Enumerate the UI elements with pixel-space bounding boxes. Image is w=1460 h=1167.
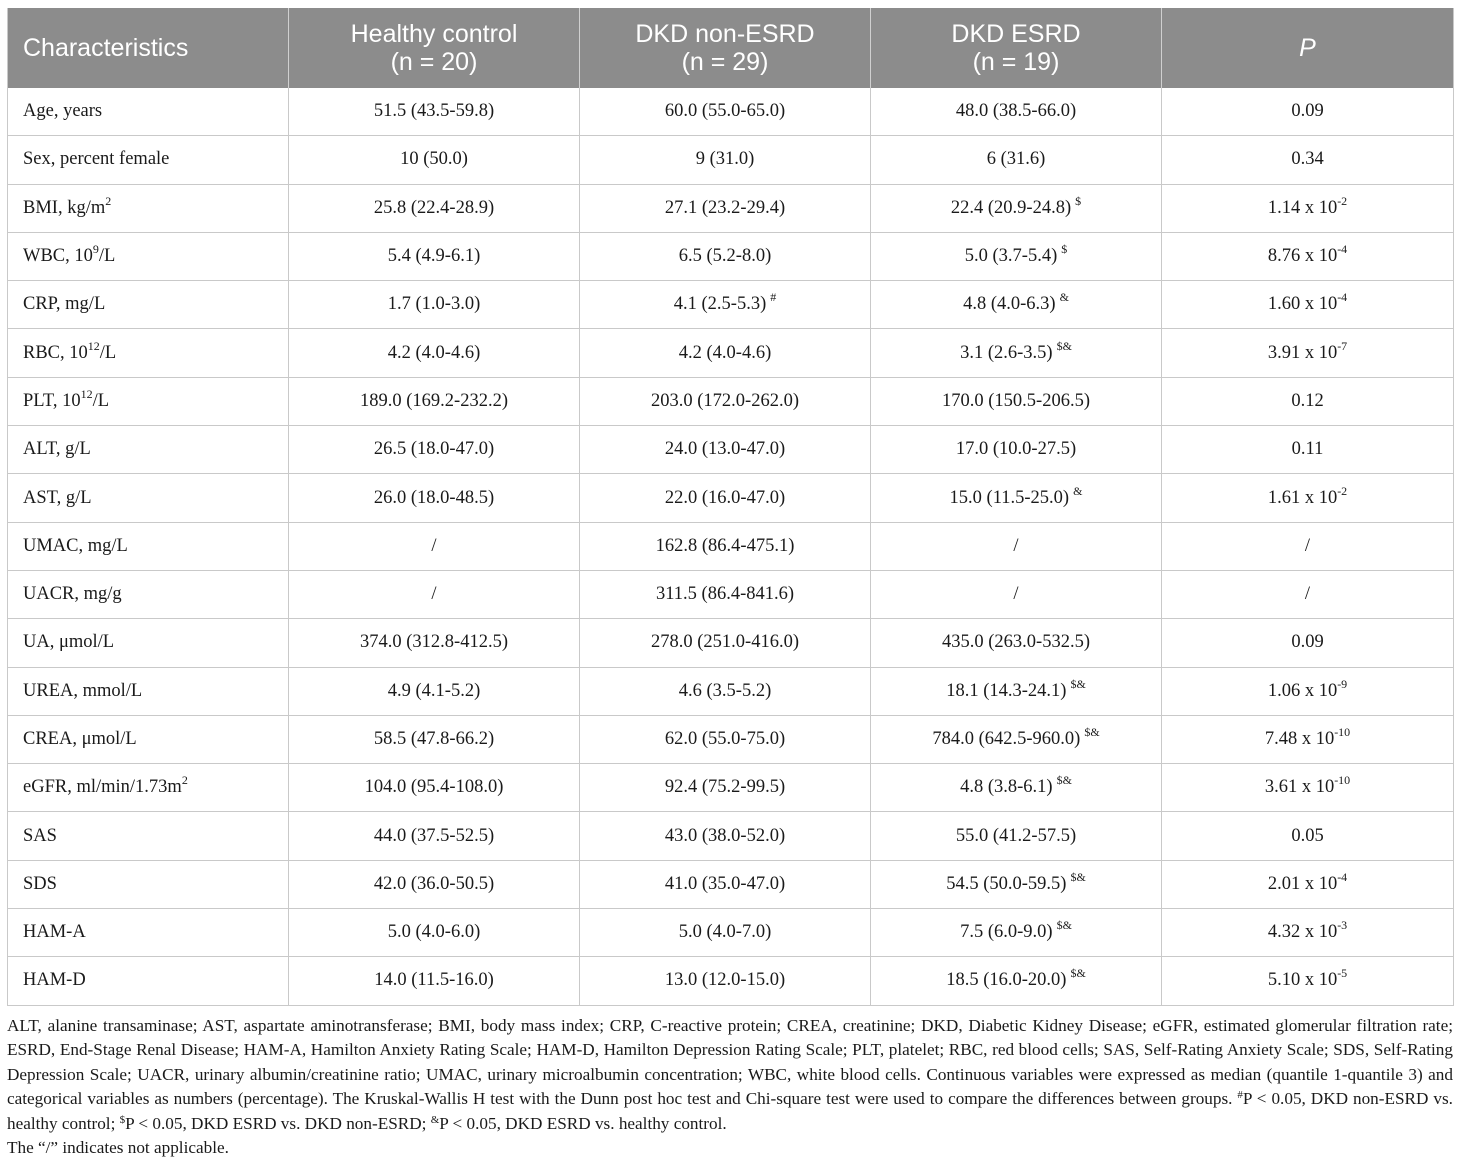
cell-dkd-non-esrd [580,619,871,667]
cell-dkd-non-esrd-value: 13.0 (12.0-15.0) [664,970,786,991]
cell-characteristic [8,474,289,522]
cell-characteristic [8,957,289,1005]
p-value-exponent: -4 [1337,869,1348,884]
characteristic-label: SDS [23,873,57,894]
cell-healthy-control [289,522,580,570]
cell-dkd-non-esrd-value: 24.0 (13.0-47.0) [664,439,786,460]
table-container [7,8,1453,1006]
cell-p-value [1162,377,1454,425]
cell-characteristic [8,764,289,812]
characteristic-label: CREA, μmol/L [23,729,137,749]
cell-dkd-esrd [871,232,1162,280]
cell-dkd-non-esrd [580,329,871,377]
cell-healthy-control [289,281,580,329]
p-value: 1.14 x 10 [1267,197,1338,218]
cell-dkd-esrd-value: 3.1 (2.6-3.5) [960,342,1053,363]
cell-healthy-control [289,474,580,522]
characteristic-label: PLT, 10 [23,390,81,411]
cell-p-value [1162,522,1454,570]
characteristic-label: WBC, 10 [23,246,93,267]
cell-dkd-esrd-value: 5.0 (3.7-5.4) [964,246,1058,267]
p-value: / [1304,584,1311,605]
cell-p-value [1162,715,1454,763]
characteristic-label-superscript: 2 [105,193,112,208]
cell-dkd-non-esrd [580,667,871,715]
p-value: 0.09 [1291,101,1324,122]
cell-healthy-control [289,715,580,763]
cell-dkd-esrd-value: 4.8 (3.8-6.1) [960,777,1053,798]
cell-dkd-esrd [871,136,1162,184]
cell-healthy-control [289,184,580,232]
characteristic-label: ALT, g/L [23,439,91,460]
header-line-2: (n = 29) [681,48,769,76]
cell-healthy-control-value: 189.0 (169.2-232.2) [360,390,508,411]
cell-dkd-esrd [871,764,1162,812]
p-value-exponent: -10 [1334,773,1351,788]
cell-dkd-esrd [871,715,1162,763]
cell-dkd-non-esrd [580,136,871,184]
cell-dkd-non-esrd-value: 203.0 (172.0-262.0) [651,390,799,411]
cell-healthy-control [289,812,580,860]
table-footnote [7,1014,1453,1160]
cell-characteristic [8,232,289,280]
cell-dkd-non-esrd [580,860,871,908]
cell-characteristic [8,715,289,763]
significance-mark: $& [1056,338,1072,353]
cell-dkd-esrd-value: 54.5 (50.0-59.5) [946,873,1067,894]
cell-dkd-esrd-value: 55.0 (41.2-57.5) [955,825,1077,846]
header-dkd-non-esrd [580,8,871,88]
p-value: 0.11 [1291,439,1324,460]
cell-dkd-non-esrd [580,184,871,232]
characteristic-label: UREA, mmol/L [23,680,143,701]
p-value: 1.06 x 10 [1267,680,1338,701]
significance-mark: & [1059,290,1069,305]
p-value: 3.91 x 10 [1267,342,1338,363]
cell-dkd-esrd [871,474,1162,522]
cell-dkd-non-esrd-value: 6.5 (5.2-8.0) [678,246,772,267]
table-row [8,715,1454,763]
cell-dkd-non-esrd [580,522,871,570]
cell-dkd-non-esrd-value: 27.1 (23.2-29.4) [664,197,786,218]
footnote-abbreviations: ALT, alanine transaminase; AST, aspartate aminotransferase; BMI, body mass index; CRP, C-reactive protein; CREA, creatinine; DKD, Diabetic Kidney Disease; eGFR, estimated glomerular filtration rate; ESRD, End-Stage Renal Disease; HAM-A, Hamilton Anxiety Rating Scale; HAM-D, Hamilton Depression Rating Scale; PLT, platelet; RBC, red blood cells; SAS, Self-Rating Anxiety Scale; SDS, Self-Rating Depression Scale; UACR, urinary albumin/creatinine ratio; UMAC, urinary microalbumin concentration; WBC, white blood cells. Continuous variables were expressed as median (quantile 1-quantile 3) and categorical variables as numbers (percentage). The Kruskal-Wallis H test with the Dunn post hoc test and Chi-square test were used to compare the differences between groups. [7,1016,1453,1109]
cell-p-value [1162,812,1454,860]
table-row [8,88,1454,136]
p-value-exponent: -5 [1337,966,1348,981]
cell-dkd-non-esrd [580,764,871,812]
cell-p-value [1162,570,1454,618]
characteristic-label: RBC, 10 [23,342,88,363]
header-row [8,8,1454,88]
header-line-2: (n = 19) [972,48,1060,76]
cell-dkd-non-esrd [580,570,871,618]
footnote-mark-hash: # [1237,1089,1243,1102]
cell-dkd-non-esrd-value: 60.0 (55.0-65.0) [664,101,786,122]
p-value-exponent: -3 [1337,918,1348,933]
cell-dkd-non-esrd-value: 311.5 (86.4-841.6) [655,584,795,605]
cell-healthy-control-value: 1.7 (1.0-3.0) [387,294,481,315]
cell-dkd-esrd-value: 18.5 (16.0-20.0) [946,970,1067,991]
p-value: 4.32 x 10 [1267,922,1338,943]
cell-healthy-control [289,329,580,377]
cell-p-value [1162,957,1454,1005]
cell-healthy-control-value: 14.0 (11.5-16.0) [374,970,494,991]
cell-characteristic [8,860,289,908]
characteristic-label: Sex, percent female [23,149,170,170]
header-line-1: DKD ESRD [951,20,1081,48]
footnote-main [7,1014,1453,1136]
p-value-exponent: -4 [1337,242,1348,257]
cell-healthy-control-value: 58.5 (47.8-66.2) [373,729,495,749]
characteristic-label: SAS [23,825,57,846]
cell-characteristic [8,377,289,425]
cell-p-value [1162,232,1454,280]
p-value: 8.76 x 10 [1267,246,1338,267]
significance-mark: # [770,290,777,305]
cell-healthy-control-value: 5.0 (4.0-6.0) [387,922,481,943]
p-value: 2.01 x 10 [1267,873,1338,894]
characteristics-table [7,8,1454,1006]
cell-dkd-non-esrd [580,957,871,1005]
cell-healthy-control-value: / [431,535,437,556]
cell-dkd-esrd-value: 4.8 (4.0-6.3) [963,294,1056,315]
table-row [8,860,1454,908]
significance-mark: & [1073,483,1083,498]
cell-characteristic [8,812,289,860]
p-value: 0.05 [1291,825,1324,846]
cell-dkd-esrd-value: 22.4 (20.9-24.8) [950,197,1072,218]
cell-characteristic [8,136,289,184]
cell-p-value [1162,474,1454,522]
cell-p-value [1162,136,1454,184]
p-value-exponent: -2 [1337,483,1348,498]
cell-dkd-esrd [871,570,1162,618]
table-row [8,909,1454,957]
cell-p-value [1162,764,1454,812]
table-row [8,184,1454,232]
footnote-na: The “/” indicates not applicable. [7,1138,229,1158]
p-value: 1.61 x 10 [1267,487,1338,508]
cell-dkd-non-esrd [580,426,871,474]
cell-healthy-control [289,909,580,957]
table-row [8,764,1454,812]
significance-mark: $& [1056,918,1072,933]
cell-characteristic [8,522,289,570]
cell-dkd-non-esrd-value: 9 (31.0) [695,149,755,170]
cell-dkd-esrd-value: 18.1 (14.3-24.1) [946,680,1067,701]
cell-dkd-non-esrd [580,281,871,329]
cell-p-value [1162,909,1454,957]
cell-healthy-control [289,764,580,812]
cell-dkd-non-esrd-value: 62.0 (55.0-75.0) [664,729,786,749]
table-row [8,136,1454,184]
p-value: / [1304,535,1311,556]
p-value: 0.12 [1291,390,1324,411]
cell-dkd-non-esrd-value: 22.0 (16.0-47.0) [664,487,786,508]
header-line-1: Characteristics [23,34,189,62]
cell-p-value [1162,860,1454,908]
p-value-exponent: -7 [1337,338,1348,353]
header-line-1: Healthy control [350,20,518,48]
cell-healthy-control [289,860,580,908]
cell-dkd-esrd [871,377,1162,425]
cell-characteristic [8,619,289,667]
p-value: 1.60 x 10 [1267,294,1338,315]
cell-dkd-non-esrd-value: 43.0 (38.0-52.0) [664,825,786,846]
cell-healthy-control [289,88,580,136]
cell-healthy-control [289,377,580,425]
header-line-1: DKD non-ESRD [635,20,815,48]
cell-healthy-control [289,426,580,474]
cell-dkd-non-esrd-value: 41.0 (35.0-47.0) [664,873,786,894]
characteristic-label-suffix: /L [92,390,110,411]
cell-p-value [1162,329,1454,377]
footnote-sig-3: P < 0.05, DKD ESRD vs. healthy control. [439,1113,727,1133]
table-row [8,329,1454,377]
cell-p-value [1162,667,1454,715]
cell-p-value [1162,88,1454,136]
cell-healthy-control-value: 25.8 (22.4-28.9) [373,197,495,218]
cell-dkd-esrd [871,329,1162,377]
table-row [8,812,1454,860]
cell-characteristic [8,570,289,618]
characteristic-label: HAM-D [23,970,86,991]
cell-dkd-esrd [871,667,1162,715]
header-line-2: (n = 20) [390,48,478,76]
significance-mark: $ [1075,193,1082,208]
p-value-exponent: -10 [1334,725,1351,739]
p-value: 3.61 x 10 [1264,777,1335,798]
table-row [8,474,1454,522]
table-row [8,377,1454,425]
cell-dkd-esrd [871,909,1162,957]
characteristic-label: Age, years [23,101,103,122]
cell-dkd-non-esrd [580,812,871,860]
cell-dkd-non-esrd-value: 278.0 (251.0-416.0) [651,632,799,653]
cell-dkd-esrd [871,281,1162,329]
cell-dkd-non-esrd-value: 5.0 (4.0-7.0) [678,922,772,943]
significance-mark: $& [1070,966,1086,981]
cell-dkd-non-esrd-value: 4.1 (2.5-5.3) [673,294,767,315]
cell-dkd-esrd-value: 17.0 (10.0-27.5) [955,439,1077,460]
cell-healthy-control [289,136,580,184]
cell-dkd-esrd [871,860,1162,908]
characteristic-label-superscript: 12 [80,386,93,401]
cell-dkd-esrd-value: 784.0 (642.5-960.0) [932,729,1081,749]
cell-healthy-control-value: 44.0 (37.5-52.5) [373,825,495,846]
characteristic-label: UA, μmol/L [23,632,115,653]
header-characteristics [8,8,289,88]
cell-healthy-control-value: 26.0 (18.0-48.5) [373,487,495,508]
cell-healthy-control-value: 4.2 (4.0-4.6) [387,342,481,363]
cell-dkd-non-esrd-value: 92.4 (75.2-99.5) [664,777,786,798]
characteristic-label: eGFR, ml/min/1.73m [23,777,182,798]
cell-healthy-control-value: 374.0 (312.8-412.5) [360,632,508,653]
characteristic-label-superscript: 2 [181,773,188,788]
cell-dkd-non-esrd [580,909,871,957]
p-value-exponent: -2 [1337,193,1348,208]
header-healthy-control [289,8,580,88]
cell-dkd-esrd-value: 48.0 (38.5-66.0) [955,101,1077,122]
characteristic-label: CRP, mg/L [23,294,106,315]
cell-characteristic [8,426,289,474]
footnote-mark-dollar: $ [119,1113,126,1126]
cell-healthy-control-value: / [431,584,437,605]
cell-healthy-control [289,570,580,618]
cell-dkd-esrd [871,426,1162,474]
characteristic-label: HAM-A [23,922,86,943]
table-row [8,667,1454,715]
cell-dkd-non-esrd-value: 162.8 (86.4-475.1) [655,535,795,556]
significance-mark: $& [1070,869,1086,884]
table-row [8,232,1454,280]
cell-p-value [1162,281,1454,329]
table-row [8,426,1454,474]
cell-healthy-control [289,232,580,280]
cell-dkd-esrd-value: 435.0 (263.0-532.5) [942,632,1090,653]
cell-dkd-non-esrd [580,377,871,425]
cell-dkd-esrd-value: / [1013,584,1019,605]
table-row [8,570,1454,618]
significance-mark: $& [1056,773,1072,788]
cell-characteristic [8,184,289,232]
header-line-1: P [1299,34,1316,62]
footnote-mark-amp: & [430,1113,440,1126]
cell-healthy-control-value: 4.9 (4.1-5.2) [387,680,481,701]
cell-healthy-control [289,957,580,1005]
cell-healthy-control-value: 51.5 (43.5-59.8) [373,101,495,122]
cell-dkd-non-esrd [580,88,871,136]
p-value: 5.10 x 10 [1267,970,1338,991]
cell-dkd-non-esrd [580,474,871,522]
cell-dkd-esrd-value: 15.0 (11.5-25.0) [949,487,1070,508]
cell-dkd-esrd [871,812,1162,860]
characteristic-label-superscript: 9 [92,242,99,257]
cell-dkd-esrd-value: 7.5 (6.0-9.0) [960,922,1053,943]
cell-dkd-esrd-value: 6 (31.6) [986,149,1046,170]
cell-healthy-control-value: 42.0 (36.0-50.5) [373,873,495,894]
cell-dkd-esrd [871,957,1162,1005]
cell-characteristic [8,281,289,329]
table-row [8,619,1454,667]
cell-healthy-control-value: 10 (50.0) [400,149,468,170]
cell-healthy-control-value: 26.5 (18.0-47.0) [373,439,495,460]
cell-dkd-non-esrd-value: 4.2 (4.0-4.6) [678,342,772,363]
characteristic-label: BMI, kg/m [23,197,106,218]
p-value-exponent: -4 [1337,290,1348,305]
cell-dkd-esrd-value: / [1013,535,1019,556]
cell-characteristic [8,329,289,377]
p-value: 0.09 [1291,632,1324,653]
header-p-value [1162,8,1454,88]
significance-mark: $ [1061,242,1068,257]
significance-mark: $& [1084,725,1100,739]
cell-healthy-control [289,667,580,715]
cell-dkd-non-esrd [580,232,871,280]
characteristic-label: UACR, mg/g [23,584,122,605]
cell-dkd-esrd-value: 170.0 (150.5-206.5) [942,390,1090,411]
cell-healthy-control [289,619,580,667]
cell-dkd-esrd [871,88,1162,136]
cell-dkd-non-esrd [580,715,871,763]
header-dkd-esrd [871,8,1162,88]
characteristic-label-suffix: /L [99,342,117,363]
footnote-sig-2: P < 0.05, DKD ESRD vs. DKD non-ESRD; [125,1113,431,1133]
characteristic-label-superscript: 12 [87,338,100,353]
p-value: 0.34 [1291,149,1324,170]
significance-mark: $& [1070,676,1086,691]
p-value-exponent: -9 [1337,676,1348,691]
cell-p-value [1162,619,1454,667]
cell-p-value [1162,184,1454,232]
cell-dkd-esrd [871,184,1162,232]
cell-dkd-non-esrd-value: 4.6 (3.5-5.2) [678,680,772,701]
p-value: 7.48 x 10 [1264,729,1335,749]
table-row [8,957,1454,1005]
cell-healthy-control-value: 104.0 (95.4-108.0) [364,777,504,798]
characteristic-label: AST, g/L [23,487,92,508]
footnote-sig-1: P < 0.05, DKD non-ESRD vs. healthy control; [7,1089,1453,1133]
table-row [8,281,1454,329]
characteristic-label-suffix: /L [98,246,116,267]
characteristic-label: UMAC, mg/L [23,535,128,556]
cell-characteristic [8,909,289,957]
table-row [8,522,1454,570]
cell-characteristic [8,88,289,136]
cell-p-value [1162,426,1454,474]
cell-dkd-esrd [871,619,1162,667]
cell-healthy-control-value: 5.4 (4.9-6.1) [387,246,481,267]
cell-characteristic [8,667,289,715]
cell-dkd-esrd [871,522,1162,570]
